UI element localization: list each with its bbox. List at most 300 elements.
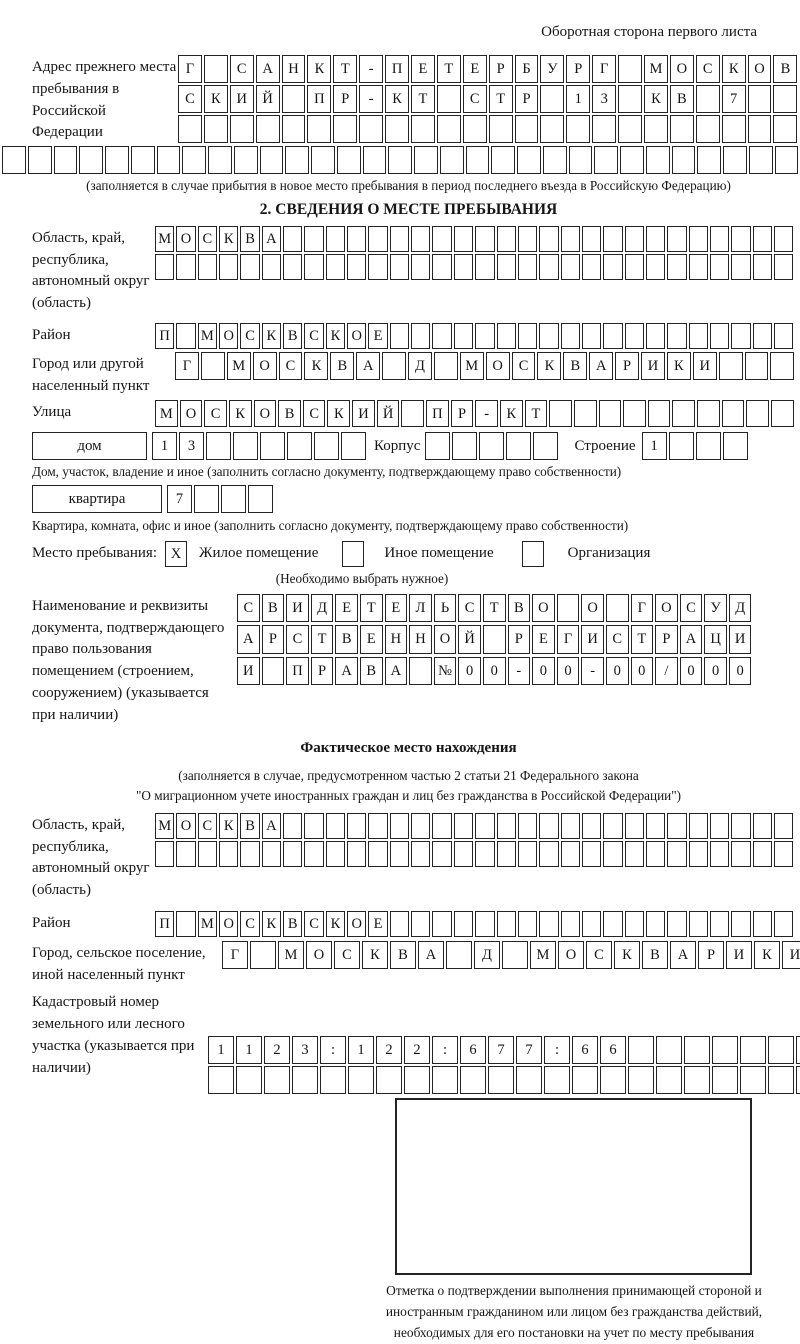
option-organization-label: Организация	[567, 545, 651, 562]
char-box	[475, 813, 494, 839]
stroenie-cells	[642, 432, 748, 460]
char-box	[712, 1036, 738, 1064]
char-box: В	[262, 594, 285, 623]
char-box	[411, 841, 430, 867]
char-box: Г	[222, 941, 248, 969]
char-box	[341, 432, 366, 460]
char-box	[603, 911, 622, 937]
char-box	[304, 841, 323, 867]
char-row	[155, 911, 793, 937]
char-box: А	[262, 813, 281, 839]
char-box: Л	[409, 594, 432, 623]
char-box	[497, 254, 516, 280]
char-box: С	[198, 813, 217, 839]
char-box	[773, 85, 797, 113]
char-box	[774, 911, 793, 937]
char-box: -	[508, 657, 531, 686]
char-box	[689, 841, 708, 867]
char-box	[618, 115, 642, 143]
prev-address-rows	[178, 55, 797, 143]
char-box	[625, 841, 644, 867]
char-box: 7	[167, 485, 192, 513]
char-box: Р	[655, 625, 678, 654]
char-box: -	[359, 55, 383, 83]
char-box: М	[460, 352, 484, 380]
char-box	[311, 146, 335, 174]
char-box: Д	[729, 594, 752, 623]
char-row	[208, 1066, 800, 1094]
char-box	[326, 841, 345, 867]
char-box	[710, 813, 729, 839]
char-box: А	[385, 657, 408, 686]
char-box: К	[229, 400, 252, 427]
char-box	[672, 146, 696, 174]
char-box	[600, 1066, 626, 1094]
region-rows	[155, 226, 793, 280]
char-box: 3	[179, 432, 204, 460]
char-box: Р	[262, 625, 285, 654]
char-box	[646, 254, 665, 280]
char-box	[753, 813, 772, 839]
char-box: Е	[368, 911, 387, 937]
char-box: :	[544, 1036, 570, 1064]
char-box	[314, 432, 339, 460]
char-box	[775, 146, 799, 174]
char-box: 0	[729, 657, 752, 686]
char-box	[320, 1066, 346, 1094]
char-box	[176, 911, 195, 937]
char-box	[667, 813, 686, 839]
char-box	[454, 813, 473, 839]
char-box: Е	[360, 625, 383, 654]
char-box	[689, 254, 708, 280]
char-box	[684, 1066, 710, 1094]
checkbox-residential-mark: X	[165, 541, 187, 567]
char-box: С	[696, 55, 720, 83]
char-box	[307, 115, 331, 143]
char-box	[549, 400, 572, 427]
char-box	[363, 146, 387, 174]
char-box	[623, 400, 646, 427]
char-box	[497, 226, 516, 252]
char-box	[475, 254, 494, 280]
char-box	[731, 813, 750, 839]
char-box	[256, 115, 280, 143]
char-box	[390, 841, 409, 867]
char-row	[178, 55, 797, 83]
char-box	[722, 400, 745, 427]
char-box: И	[581, 625, 604, 654]
char-box	[745, 352, 769, 380]
char-box	[722, 115, 746, 143]
char-box: У	[704, 594, 727, 623]
char-box: П	[155, 911, 174, 937]
char-box	[411, 323, 430, 349]
char-box: Т	[311, 625, 334, 654]
char-box: П	[155, 323, 174, 349]
char-box: И	[729, 625, 752, 654]
char-box	[347, 226, 366, 252]
char-box: А	[356, 352, 380, 380]
char-box: Т	[333, 55, 357, 83]
char-box: Т	[360, 594, 383, 623]
char-box	[646, 323, 665, 349]
char-box: 0	[704, 657, 727, 686]
actual-district-label: Район	[32, 914, 71, 931]
char-box: А	[262, 226, 281, 252]
document-label: Наименование и реквизиты документа, подтверждающего право пользования помещением (строением, сооружением) (указывается при наличии)	[32, 597, 225, 723]
char-box	[432, 841, 451, 867]
char-box	[388, 146, 412, 174]
char-box	[574, 400, 597, 427]
char-box: К	[362, 941, 388, 969]
actual-region-label: Область, край, республика, автономный округ (область)	[32, 816, 150, 899]
char-box	[411, 226, 430, 252]
char-box	[540, 115, 564, 143]
char-box: С	[304, 323, 323, 349]
char-box: С	[458, 594, 481, 623]
char-box	[425, 432, 450, 460]
char-box	[460, 1066, 486, 1094]
char-box	[155, 841, 174, 867]
char-box	[260, 432, 285, 460]
char-row	[178, 115, 797, 143]
char-box	[656, 1036, 682, 1064]
char-box	[646, 226, 665, 252]
char-box	[582, 254, 601, 280]
char-box: М	[198, 911, 217, 937]
char-box	[646, 813, 665, 839]
char-box: А	[256, 55, 280, 83]
char-box	[382, 352, 406, 380]
char-box: 6	[600, 1036, 626, 1064]
char-box	[347, 841, 366, 867]
cadastral-block	[32, 990, 797, 1094]
char-box	[753, 323, 772, 349]
district-label: Район	[32, 326, 71, 343]
char-box	[582, 841, 601, 867]
char-box: 2	[264, 1036, 290, 1064]
actual-location-note2: "О миграционном учете иностранных граждан и лиц без гражданства в Российской Федерации")	[136, 788, 681, 804]
char-box	[390, 911, 409, 937]
char-box	[670, 115, 694, 143]
char-box: Е	[463, 55, 487, 83]
char-box: К	[304, 352, 328, 380]
char-box	[667, 841, 686, 867]
char-box	[454, 226, 473, 252]
char-box: К	[500, 400, 523, 427]
char-box	[131, 146, 155, 174]
char-box	[656, 1066, 682, 1094]
char-box	[326, 226, 345, 252]
char-box	[368, 841, 387, 867]
char-box	[561, 226, 580, 252]
char-box	[219, 841, 238, 867]
region-label: Область, край, республика, автономный округ (область)	[32, 229, 150, 312]
char-box: -	[475, 400, 498, 427]
char-box: С	[463, 85, 487, 113]
char-box	[437, 85, 461, 113]
char-box: К	[204, 85, 228, 113]
char-box	[603, 841, 622, 867]
char-box	[283, 841, 302, 867]
char-box: -	[359, 85, 383, 113]
char-box: О	[253, 352, 277, 380]
char-box: О	[748, 55, 772, 83]
char-box	[304, 813, 323, 839]
char-box	[518, 813, 537, 839]
char-row	[155, 400, 794, 427]
char-box	[432, 813, 451, 839]
char-box	[731, 254, 750, 280]
char-box	[518, 226, 537, 252]
char-box: 3	[592, 85, 616, 113]
char-box	[539, 254, 558, 280]
char-box: А	[418, 941, 444, 969]
char-box	[684, 1036, 710, 1064]
street-label: Улица	[32, 404, 72, 421]
char-box	[618, 55, 642, 83]
char-box	[518, 254, 537, 280]
char-box: С	[230, 55, 254, 83]
char-box: Т	[437, 55, 461, 83]
char-box	[539, 813, 558, 839]
char-box: Т	[411, 85, 435, 113]
char-box	[796, 1036, 800, 1064]
char-box: О	[176, 813, 195, 839]
char-box	[599, 400, 622, 427]
char-box: В	[360, 657, 383, 686]
char-box	[404, 1066, 430, 1094]
char-box	[710, 911, 729, 937]
char-box	[753, 911, 772, 937]
char-box: С	[198, 226, 217, 252]
char-box	[411, 115, 435, 143]
char-box	[731, 226, 750, 252]
char-box	[446, 941, 472, 969]
char-box: И	[693, 352, 717, 380]
char-box: В	[390, 941, 416, 969]
char-box: :	[432, 1036, 458, 1064]
char-box	[646, 146, 670, 174]
char-box	[561, 323, 580, 349]
char-box	[569, 146, 593, 174]
char-box	[646, 911, 665, 937]
char-box: 6	[460, 1036, 486, 1064]
char-box	[491, 146, 515, 174]
char-box: Н	[282, 55, 306, 83]
char-box	[669, 432, 694, 460]
char-box: 0	[606, 657, 629, 686]
char-box: О	[558, 941, 584, 969]
char-box	[440, 146, 464, 174]
char-box	[592, 115, 616, 143]
char-row	[155, 841, 793, 867]
char-row	[155, 226, 793, 252]
char-box	[696, 432, 721, 460]
char-box: В	[240, 226, 259, 252]
char-box: В	[283, 323, 302, 349]
house-number-cells	[152, 432, 366, 460]
char-box	[539, 841, 558, 867]
char-box: С	[237, 594, 260, 623]
char-box: И	[286, 594, 309, 623]
korpus-label: Корпус	[374, 437, 421, 454]
char-row	[237, 594, 751, 623]
document-rows	[237, 594, 751, 686]
char-box	[566, 115, 590, 143]
char-box	[206, 432, 231, 460]
char-box	[774, 813, 793, 839]
char-box: 2	[404, 1036, 430, 1064]
char-box: И	[237, 657, 260, 686]
apartment-cells	[167, 485, 273, 513]
char-box	[452, 432, 477, 460]
char-box	[561, 813, 580, 839]
char-box	[710, 323, 729, 349]
char-box: Д	[474, 941, 500, 969]
char-box: С	[303, 400, 326, 427]
char-box: 1	[236, 1036, 262, 1064]
char-box: 1	[566, 85, 590, 113]
char-box	[454, 911, 473, 937]
house-word-box: дом	[32, 432, 147, 460]
char-box: Р	[566, 55, 590, 83]
char-box	[497, 841, 516, 867]
char-box	[411, 254, 430, 280]
char-box	[368, 254, 387, 280]
char-box: П	[385, 55, 409, 83]
char-box: Е	[335, 594, 358, 623]
char-box	[603, 323, 622, 349]
char-box: Р	[515, 85, 539, 113]
char-row	[222, 941, 800, 969]
char-box	[282, 115, 306, 143]
char-box: К	[754, 941, 780, 969]
char-box	[518, 323, 537, 349]
char-box	[233, 432, 258, 460]
char-box	[489, 115, 513, 143]
char-box: К	[614, 941, 640, 969]
char-box	[731, 841, 750, 867]
char-box: И	[230, 85, 254, 113]
char-box	[409, 657, 432, 686]
char-box: Е	[368, 323, 387, 349]
char-box	[475, 841, 494, 867]
char-row	[155, 813, 793, 839]
char-box	[176, 841, 195, 867]
char-box	[606, 594, 629, 623]
char-box	[475, 911, 494, 937]
char-box	[753, 226, 772, 252]
char-box	[454, 323, 473, 349]
char-box	[234, 146, 258, 174]
char-box	[432, 254, 451, 280]
char-box	[475, 226, 494, 252]
checkbox-other-premises	[342, 541, 364, 567]
char-box: :	[320, 1036, 346, 1064]
char-box: А	[237, 625, 260, 654]
region-block	[32, 226, 797, 315]
char-box	[768, 1066, 794, 1094]
char-box	[539, 323, 558, 349]
char-box: Е	[385, 594, 408, 623]
char-box	[740, 1066, 766, 1094]
char-box: 0	[532, 657, 555, 686]
char-box: Р	[698, 941, 724, 969]
char-box	[105, 146, 129, 174]
char-box: №	[434, 657, 457, 686]
char-box	[539, 911, 558, 937]
char-box	[557, 594, 580, 623]
char-box	[572, 1066, 598, 1094]
char-box	[479, 432, 504, 460]
char-box: 7	[516, 1036, 542, 1064]
district-block	[32, 323, 797, 349]
char-box	[582, 226, 601, 252]
char-row	[208, 1036, 800, 1064]
checkbox-other-premises-mark	[342, 541, 364, 567]
char-box	[198, 254, 217, 280]
char-box	[644, 115, 668, 143]
char-box: Г	[178, 55, 202, 83]
char-box: 1	[208, 1036, 234, 1064]
char-box: О	[655, 594, 678, 623]
char-box	[540, 85, 564, 113]
char-box: М	[155, 813, 174, 839]
char-box	[603, 226, 622, 252]
char-box	[712, 1066, 738, 1094]
char-box	[348, 1066, 374, 1094]
char-box	[710, 226, 729, 252]
char-box: С	[680, 594, 703, 623]
char-box	[710, 254, 729, 280]
char-box: П	[286, 657, 309, 686]
house-note: Дом, участок, владение и иное (заполнить согласно документу, подтверждающему право собственности)	[32, 464, 622, 480]
char-box: Б	[515, 55, 539, 83]
char-box	[689, 911, 708, 937]
char-box: К	[307, 55, 331, 83]
char-box: Д	[408, 352, 432, 380]
char-box	[385, 115, 409, 143]
char-box	[54, 146, 78, 174]
city-label: Город или другой населенный пункт	[32, 355, 150, 394]
char-box: /	[655, 657, 678, 686]
stay-place-row	[32, 541, 797, 567]
char-box: С	[279, 352, 303, 380]
char-box: П	[426, 400, 449, 427]
char-box	[454, 254, 473, 280]
char-box: В	[773, 55, 797, 83]
char-box	[282, 85, 306, 113]
char-box	[773, 115, 797, 143]
char-box: О	[219, 911, 238, 937]
char-box: К	[326, 323, 345, 349]
char-box	[497, 813, 516, 839]
checkbox-residential	[165, 541, 187, 567]
cadastral-rows	[208, 1036, 800, 1094]
char-box: В	[278, 400, 301, 427]
char-box	[667, 254, 686, 280]
char-box: Р	[311, 657, 334, 686]
char-box: Н	[409, 625, 432, 654]
char-box: 0	[631, 657, 654, 686]
char-box: Р	[451, 400, 474, 427]
char-box: О	[486, 352, 510, 380]
char-box	[194, 485, 219, 513]
char-box	[646, 841, 665, 867]
char-box	[582, 323, 601, 349]
